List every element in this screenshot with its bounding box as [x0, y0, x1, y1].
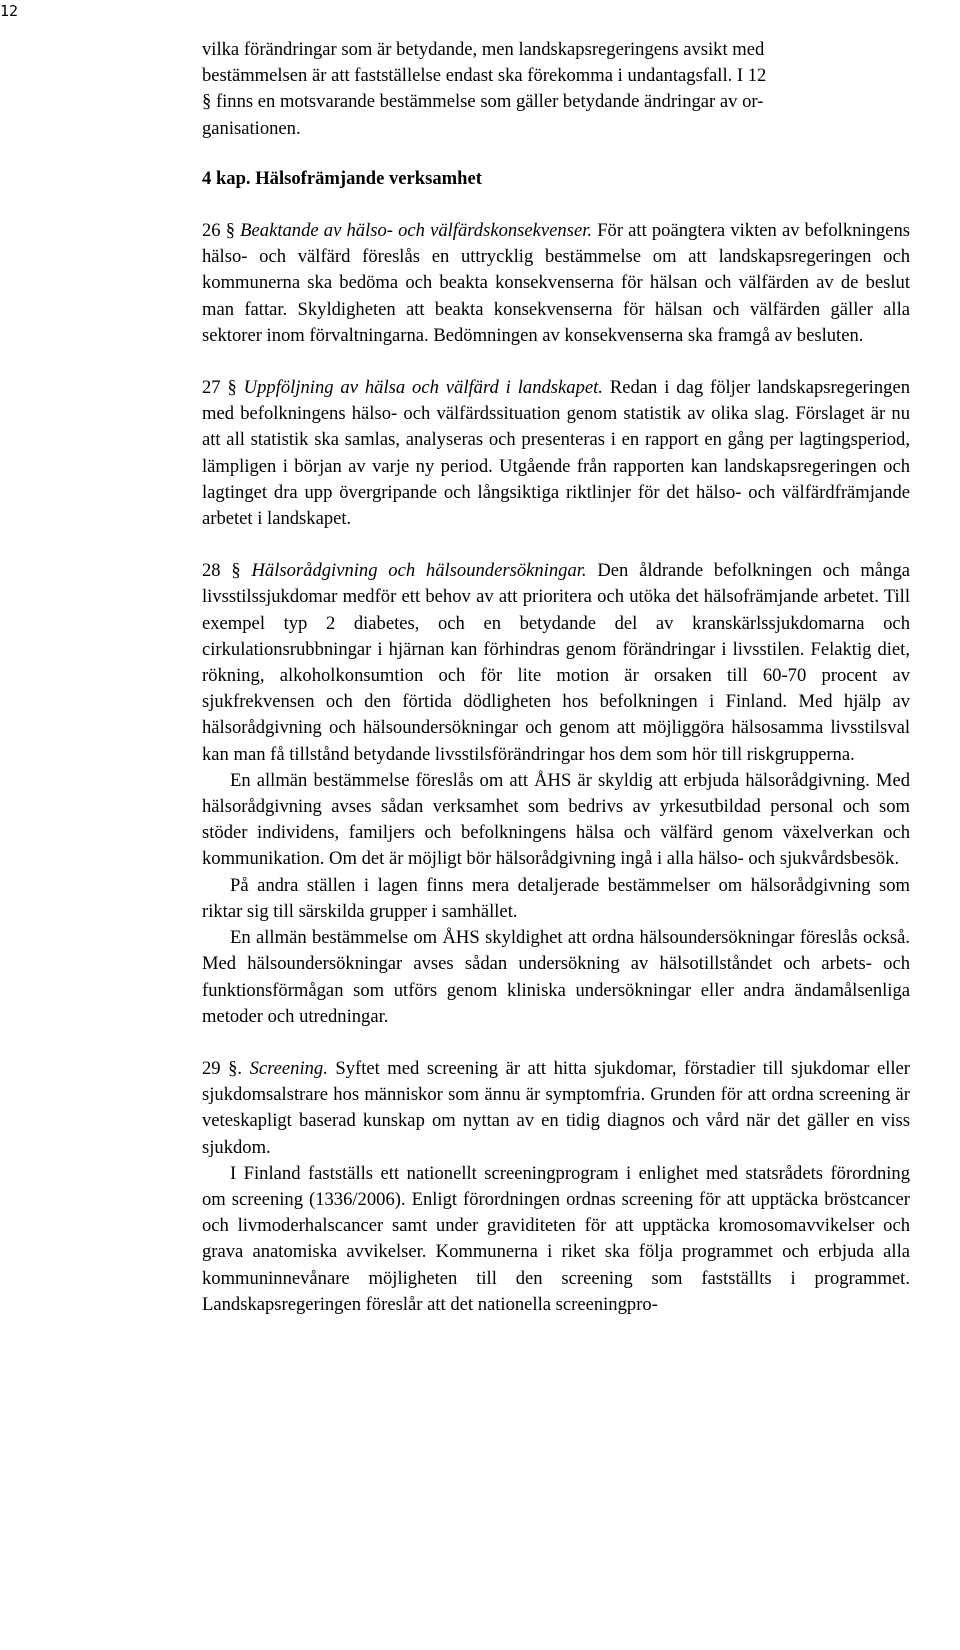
section-26-text: För att poängtera vikten av befolkningens hälso- och välfärd föreslås en uttrycklig bestämmelse om att landskapsregeringen och kommunerna ska bedöma och beakta konsekvenserna för hälsan och välfärden av de beslut man fattar. Skyldigheten att beakta konsekvenserna för hälsan och välfärden gäller alla sektorer inom förvaltningarna. Bedömningen av konsekvenserna ska framgå av besluten.: [202, 220, 910, 346]
section-27-text: Redan i dag följer landskapsregeringen med befolkningens hälso- och välfärdssituation genom statistik av olika slag. Förslaget är nu att all statistik ska samlas, analyseras och presenteras i en rapport en gång per lagtingsperiod, lämpligen i början av varje ny period. Utgående från rapporten kan landskapsregeringen och lagtinget dra upp övergripande och långsiktiga riktlinjer för det hälso- och välfärdfrämjande arbetet i landskapet.: [202, 377, 910, 530]
intro-paragraph: [202, 37, 910, 142]
page-number: 12: [0, 2, 19, 20]
section-29-paragraph: [202, 1056, 910, 1161]
section-29-title: Screening.: [249, 1057, 328, 1079]
section-26-paragraph: [202, 218, 910, 349]
intro-line: § finns en motsvarande bestämmelse som gäller betydande ändringar av or-: [202, 91, 764, 113]
section-28-number: 28 §: [202, 560, 241, 582]
section-28-paragraph-3: På andra ställen i lagen finns mera detaljerade bestämmelser om hälsorådgivning som riktar sig till särskilda grupper i samhället.: [202, 874, 910, 922]
intro-line: bestämmelsen är att fastställelse endast ska förekomma i undantagsfall. I 12: [202, 65, 767, 87]
section-28-paragraph: [202, 558, 910, 768]
section-28-paragraph-2: En allmän bestämmelse föreslås om att ÅHS är skyldig att erbjuda hälsorådgivning. Med hälsorådgivning avses sådan verksamhet som bedrivs av yrkesutbildad personal och som stöder individens, familjers och befolkningens hälsa och välfärd genom växelverkan och kommunikation. Om det är möjligt bör hälsorådgivning ingå i alla hälso- och sjukvårdsbesök.: [202, 769, 910, 870]
section-28-text: Den åldrande befolkningen och många livsstilssjukdomar medför ett behov av att prioritera och utöka det hälsofrämjande arbetet. Till exempel typ 2 diabetes, och en betydande del av kranskärlssjukdomarna och cirkulationsrubbningar i hjärnan kan förhindras genom förändringar i livsstilen. Felaktig diet, rökning, alkoholkonsumtion och för lite motion är orsaken till 60-70 procent av sjukfrekvensen och den förtida dödligheten hos befolkningen i Finland. Med hjälp av hälsorådgivning och hälsoundersökningar och genom att möjliggöra hälsosamma livsstilsval kan man få tillstånd betydande livsstilsförändringar hos dem som hör till riskgrupperna.: [202, 560, 910, 765]
chapter-heading: 4 kap. Hälsofrämjande verksamhet: [202, 167, 482, 189]
section-29-text: Syftet med screening är att hitta sjukdomar, förstadier till sjukdomar eller sjukdomsalstrare hos människor som ännu är symptomfria. Grunden för att ordna screening är veteskapligt baserad kunskap om nyttan av en tidig diagnos och vård när det gäller en viss sjukdom.: [202, 1057, 911, 1158]
section-27-paragraph: [202, 375, 910, 532]
section-27-title: Uppföljning av hälsa och välfärd i landskapet.: [243, 377, 603, 399]
section-26-number: 26 §: [202, 220, 236, 242]
section-28-title: Hälsorådgivning och hälsoundersökningar.: [251, 560, 587, 582]
section-29-paragraph-2: I Finland fastställs ett nationellt screeningprogram i enlighet med statsrådets förordning om screening (1336/2006). Enligt förordningen ordnas screening för att upptäcka bröstcancer och livmoderhalscancer samt under graviditeten för att upptäcka kromosomavvikelser och grava anatomiska avvikelser. Kommunerna i riket ska följa programmet och erbjuda alla kommuninnevånare möjligheten till den screening som fastställts i programmet. Landskapsregeringen föreslår att det nationella screeningpro-: [202, 1162, 910, 1315]
intro-line: vilka förändringar som är betydande, men landskapsregeringens avsikt med: [202, 39, 765, 60]
section-29-number: 29 §.: [202, 1057, 243, 1079]
document-body: [202, 37, 910, 1318]
section-27-number: 27 §: [202, 377, 237, 399]
section-28-paragraph-4: En allmän bestämmelse om ÅHS skyldighet att ordna hälsoundersökningar föreslås också. Med hälsoundersökningar avses sådan undersökning av hälsotillståndet och arbets- och funktionsförmågan som utförs genom kliniska undersökningar eller andra ändamålsenliga metoder och utredningar.: [202, 927, 910, 1027]
section-26-title: Beaktande av hälso- och välfärdskonsekvenser.: [240, 220, 593, 242]
intro-line: ganisationen.: [202, 117, 301, 139]
